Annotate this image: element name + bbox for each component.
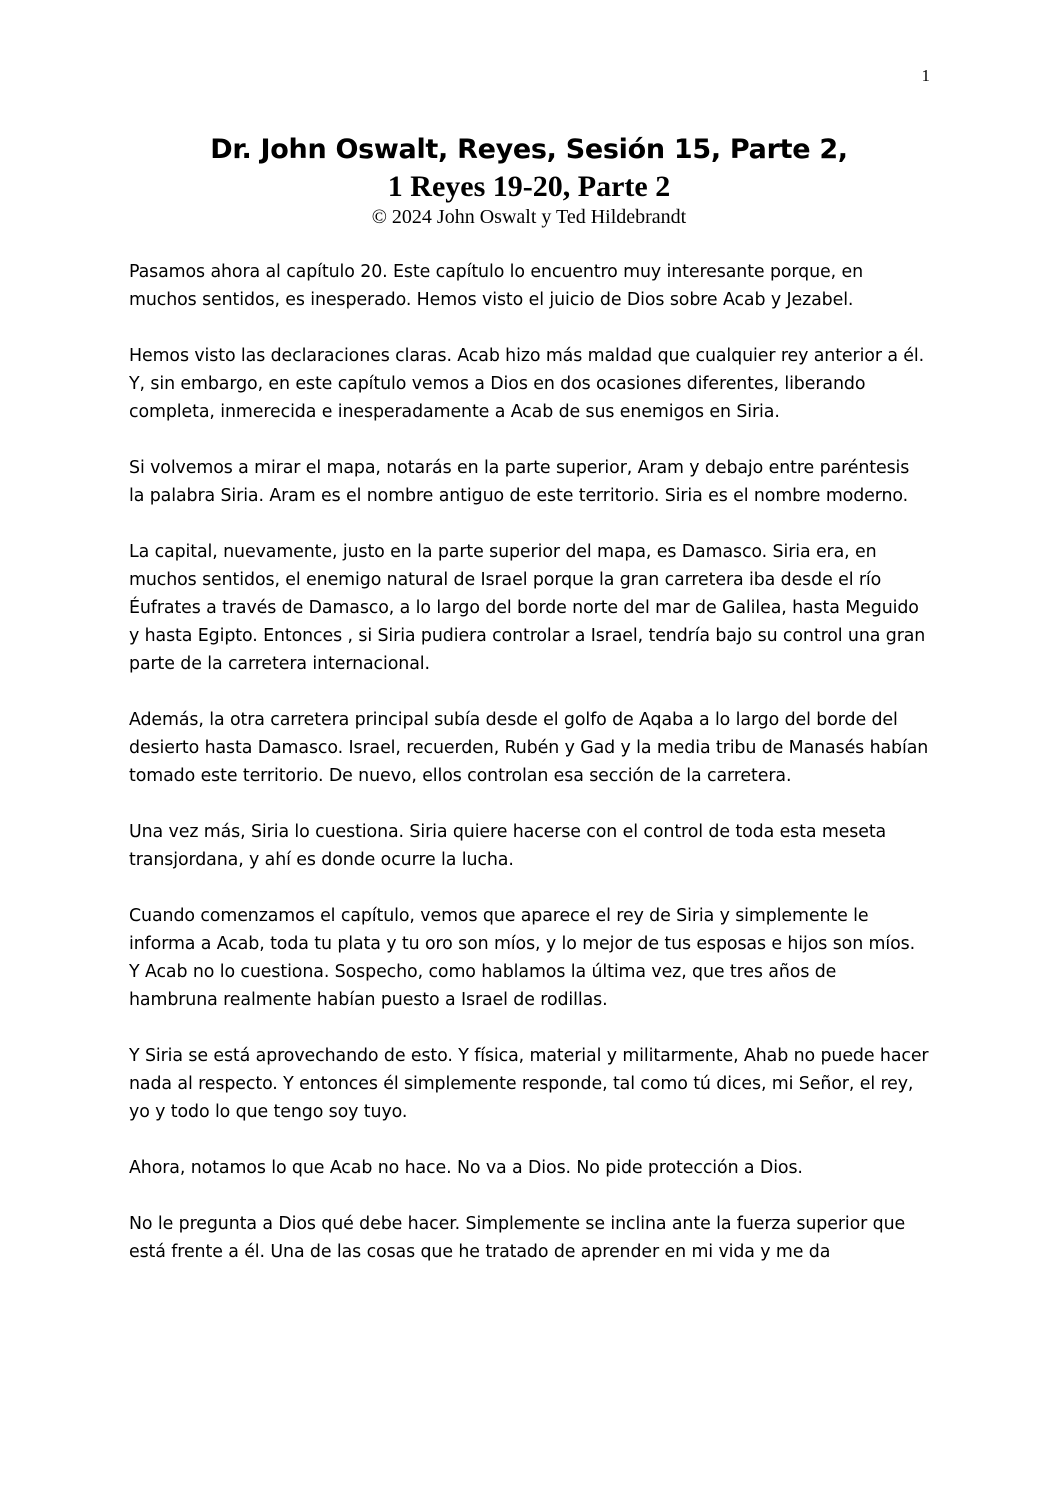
document-subtitle: 1 Reyes 19-20, Parte 2	[387, 170, 671, 203]
paragraph: No le pregunta a Dios qué debe hacer. Simplemente se inclina ante la fuerza superior que está frente a él. Una de las cosas que he tratado de aprender en mi vida y me da	[129, 1214, 906, 1262]
paragraph: Además, la otra carretera principal subía desde el golfo de Aqaba a lo largo del borde del desierto hasta Damasco. Israel, recuerden, Rubén y Gad y la media tribu de Manasés habían tomado este territorio. De nuevo, ellos controlan esa sección de la carretera.	[129, 710, 929, 786]
paragraph: Pasamos ahora al capítulo 20. Este capítulo lo encuentro muy interesante porque, en muchos sentidos, es inesperado. Hemos visto el juicio de Dios sobre Acab y Jezabel.	[129, 262, 864, 310]
paragraph: Cuando comenzamos el capítulo, vemos que aparece el rey de Siria y simplemente le informa a Acab, toda tu plata y tu oro son míos, y lo mejor de tus esposas e hijos son míos. Y Acab no lo cuestiona. Sospecho, como hablamos la última vez, que tres años de hambruna realmente habían puesto a Israel de rodillas.	[129, 906, 916, 1010]
paragraph: Si volvemos a mirar el mapa, notarás en la parte superior, Aram y debajo entre paréntesis la palabra Siria. Aram es el nombre antiguo de este territorio. Siria es el nombre moderno.	[129, 458, 910, 506]
paragraph: Una vez más, Siria lo cuestiona. Siria quiere hacerse con el control de toda esta meseta transjordana, y ahí es donde ocurre la lucha.	[129, 822, 887, 870]
document-title: Dr. John Oswalt, Reyes, Sesión 15, Parte 2,	[210, 134, 848, 165]
document-body	[129, 258, 929, 1294]
page-number: 1	[921, 66, 930, 85]
document-header	[0, 131, 1058, 229]
paragraph: Ahora, notamos lo que Acab no hace. No va a Dios. No pide protección a Dios.	[129, 1158, 803, 1178]
paragraph: La capital, nuevamente, justo en la parte superior del mapa, es Damasco. Siria era, en muchos sentidos, el enemigo natural de Israel porque la gran carretera iba desde el río Éufrates a través de Damasco, a lo largo del borde norte del mar de Galilea, hasta Meguido y hasta Egipto. Entonces , si Siria pudiera controlar a Israel, tendría bajo su control una gran parte de la carretera internacional.	[129, 542, 926, 674]
paragraph: Hemos visto las declaraciones claras. Acab hizo más maldad que cualquier rey anterior a él. Y, sin embargo, en este capítulo vemos a Dios en dos ocasiones diferentes, liberando completa, inmerecida e inesperadamente a Acab de sus enemigos en Siria.	[129, 346, 925, 422]
paragraph: Y Siria se está aprovechando de esto. Y física, material y militarmente, Ahab no puede hacer nada al respecto. Y entonces él simplemente responde, tal como tú dices, mi Señor, el rey, yo y todo lo que tengo soy tuyo.	[129, 1046, 929, 1122]
copyright-notice: © 2024 John Oswalt y Ted Hildebrandt	[371, 206, 687, 228]
